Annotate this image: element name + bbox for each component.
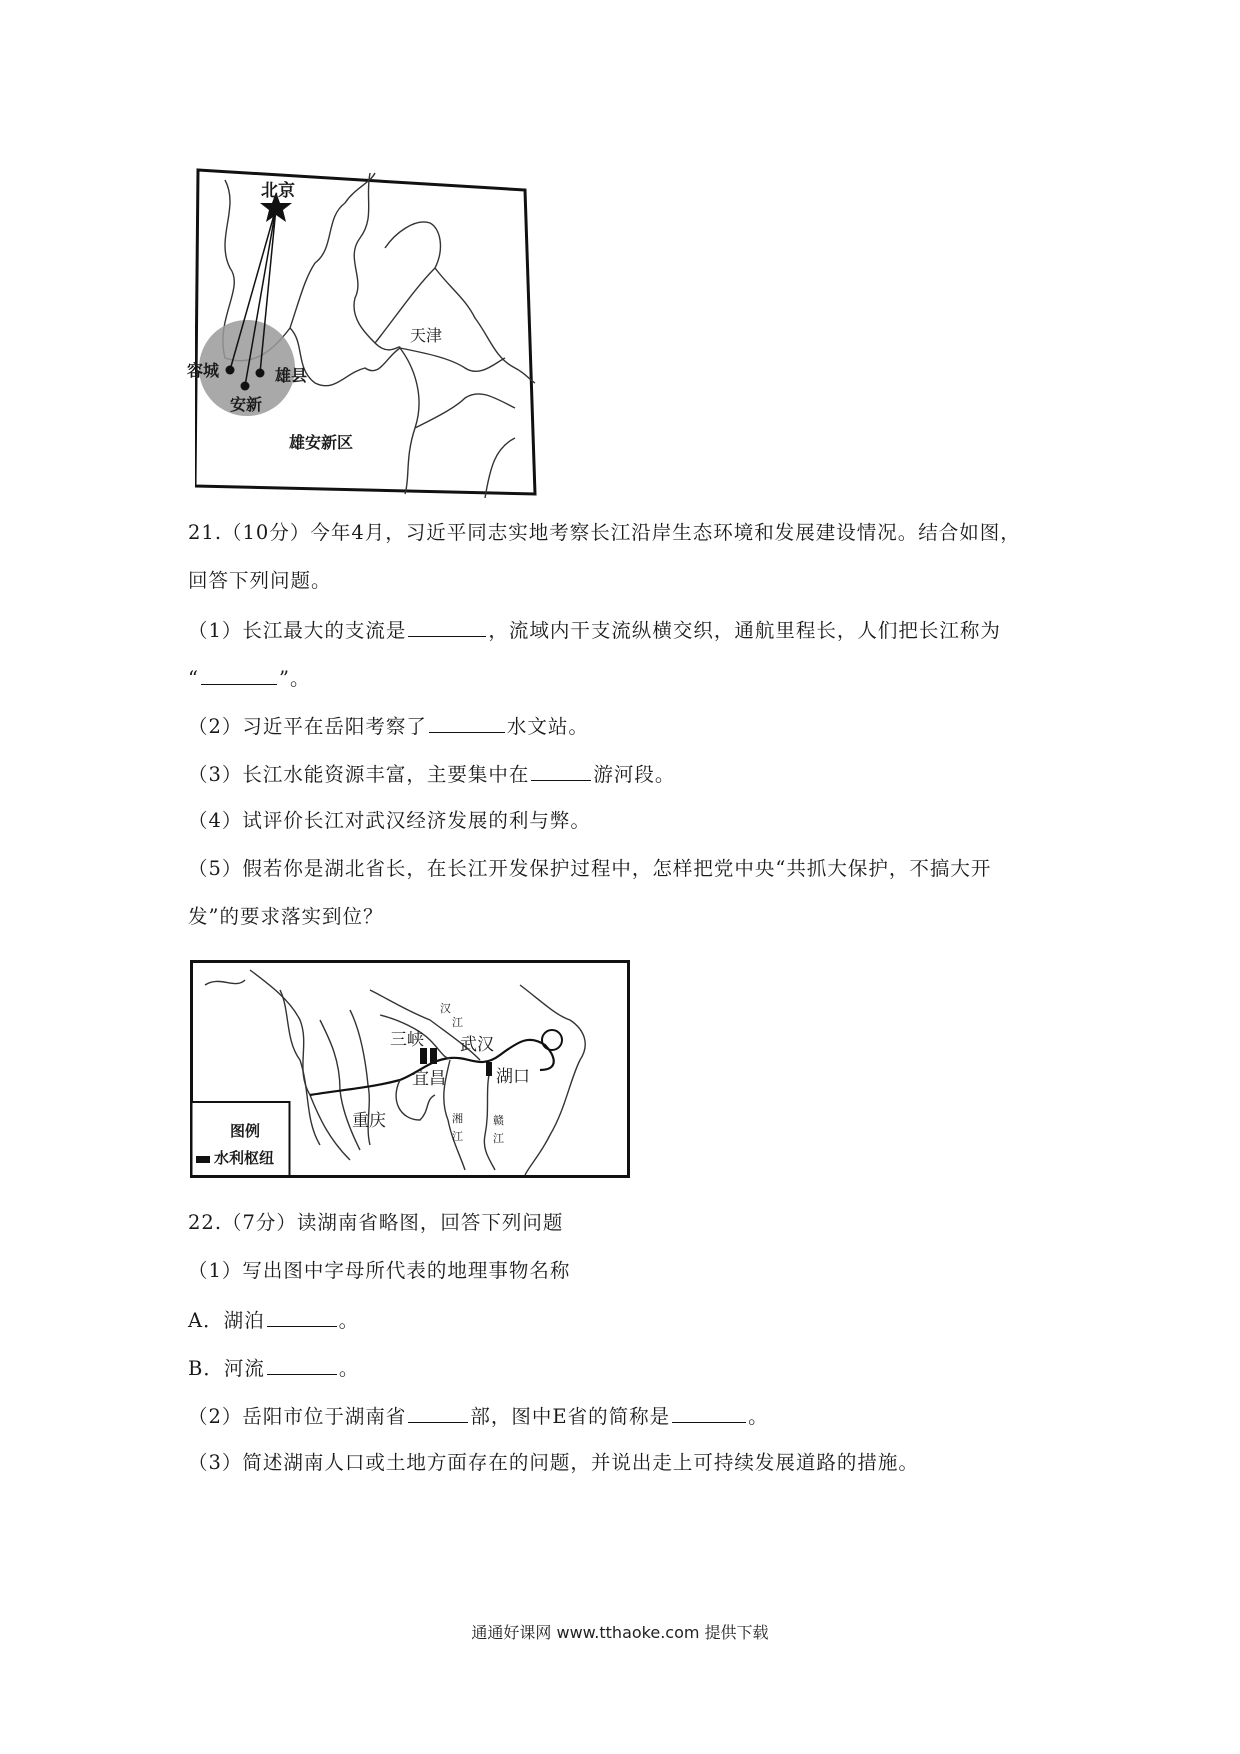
anxin-label: 安新 — [230, 395, 263, 414]
q21-part3-text-a: （3）长江水能资源丰富，主要集中在 — [188, 763, 530, 786]
q21-part4: （4）试评价长江对武汉经济发展的利与弊。 — [188, 809, 591, 832]
q22-item-a — [188, 1306, 359, 1334]
q21-part1-cont — [188, 664, 310, 692]
answer-blank[interactable] — [531, 760, 591, 781]
close-quote: ”。 — [278, 667, 311, 690]
q21-part5-line1: （5）假若你是湖北省长，在长江开发保护过程中，怎样把党中央“共抓大保护，不搞大开 — [188, 857, 992, 880]
q21-part2 — [188, 712, 589, 740]
page-footer: 通通好课网 www.tthaoke.com 提供下载 — [471, 1623, 769, 1642]
q22-item-a-suffix: 。 — [338, 1309, 360, 1332]
q22-part2-text-c: 。 — [748, 1405, 769, 1428]
q22-item-b-suffix: 。 — [338, 1357, 360, 1380]
q22-part2 — [188, 1402, 769, 1430]
q21-part1 — [188, 616, 1001, 644]
answer-blank[interactable] — [267, 1306, 337, 1327]
xiang-river-label-2: 江 — [452, 1130, 463, 1143]
hukou-label: 湖口 — [496, 1067, 530, 1087]
xiongxian-label: 雄县 — [275, 366, 308, 385]
answer-blank[interactable] — [201, 664, 277, 685]
q22-stem: 22.（7分）读湖南省略图，回答下列问题 — [188, 1211, 564, 1234]
answer-blank[interactable] — [672, 1402, 746, 1423]
q22-item-b — [188, 1354, 359, 1382]
answer-blank[interactable] — [429, 712, 505, 733]
xiongan-label: 雄安新区 — [289, 433, 354, 452]
beijing-label: 北京 — [261, 181, 295, 201]
gan-river-label-2: 江 — [493, 1132, 504, 1145]
han-river-label-2: 江 — [452, 1016, 463, 1029]
rongcheng-label: 容城 — [187, 361, 220, 380]
answer-blank[interactable] — [408, 616, 486, 637]
yangtze-map — [190, 960, 630, 1180]
chongqing-label: 重庆 — [352, 1111, 386, 1131]
q21-stem-line2: 回答下列问题。 — [188, 569, 332, 592]
q22-part2-text-a: （2）岳阳市位于湖南省 — [188, 1405, 407, 1428]
tianjin-label: 天津 — [410, 326, 443, 345]
q22-part3: （3）简述湖南人口或土地方面存在的问题，并说出走上可持续发展道路的措施。 — [188, 1451, 919, 1474]
q21-part1-text-b: ，流域内干支流纵横交织，通航里程长，人们把长江称为 — [488, 619, 1001, 642]
gan-river-label: 赣 — [493, 1114, 504, 1127]
sanxia-label: 三峡 — [390, 1030, 424, 1050]
q21-part3 — [188, 760, 675, 788]
xiongan-map — [187, 168, 555, 498]
legend-title: 图例 — [230, 1122, 261, 1140]
q21-stem-line1: 21.（10分）今年4月，习近平同志实地考察长江沿岸生态环境和发展建设情况。结合如图， — [188, 521, 1021, 544]
xiang-river-label: 湘 — [452, 1112, 463, 1125]
answer-blank[interactable] — [267, 1354, 337, 1375]
q21-part1-text-a: （1）长江最大的支流是 — [188, 619, 407, 642]
q21-part2-text-a: （2）习近平在岳阳考察了 — [188, 715, 427, 738]
answer-blank[interactable] — [408, 1402, 468, 1423]
q22-part1: （1）写出图中字母所代表的地理事物名称 — [188, 1259, 571, 1282]
yichang-label: 宜昌 — [412, 1069, 446, 1089]
han-river-label: 汉 — [440, 1002, 451, 1015]
wuhan-label: 武汉 — [460, 1035, 494, 1055]
q21-part3-text-b: 游河段。 — [593, 763, 676, 786]
open-quote: “ — [188, 667, 199, 690]
q22-item-b-prefix: B．河流 — [188, 1357, 265, 1380]
legend-item-dam: 水利枢纽 — [214, 1149, 275, 1167]
q22-item-a-prefix: A．湖泊 — [188, 1309, 265, 1332]
q22-part2-text-b: 部，图中E省的简称是 — [470, 1405, 671, 1428]
q21-part5-line2: 发”的要求落实到位？ — [188, 905, 384, 928]
q21-part2-text-b: 水文站。 — [506, 715, 589, 738]
